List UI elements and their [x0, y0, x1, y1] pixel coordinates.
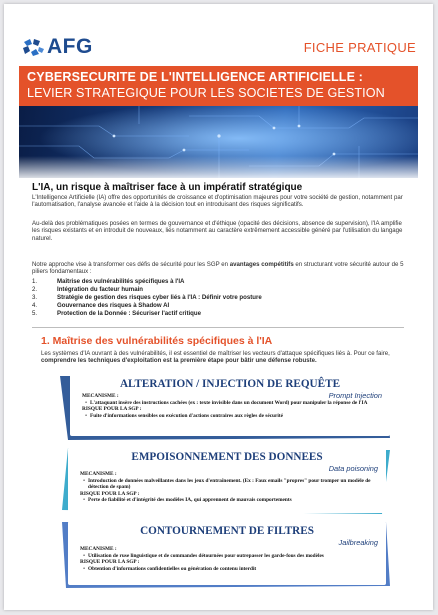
pillar-item: 2. Intégration du facteur humain — [32, 286, 143, 293]
card-1-title: ALTERATION / INJECTION DE REQUÊTE — [119, 378, 341, 390]
section-1-intro: Les systèmes d'IA ouvrant à des vulnérabilités, il est essentiel de maîtriser les vecteurs d'attaque spécifiques liés à. Pour ce faire, comprendre les techniques d'exploitation est la première étape pour bâtir une défense robuste. — [41, 350, 390, 365]
card-data-poisoning — [68, 447, 386, 513]
pillar-item: 4. Gouvernance des risques à Shadow AI — [32, 302, 170, 309]
card-3-subtitle: Jailbreaking — [338, 538, 378, 547]
hero-image — [19, 106, 418, 178]
section-divider — [32, 327, 404, 328]
card-2-body: MECANISME : • Introduction de données malveillantes dans les jeux d'entraînement. (Ex : Faux emails "propres" pour tromper un modèle de détection de spam) RISQUE POUR LA SGP : • Perte de fiabilité et d'intégrité des modèles IA, qui apprennent de mauvais comportements — [80, 471, 371, 504]
intro-paragraph-2: Au-delà des problématiques posées en termes de gouvernance et d'éthique (opacité des décisions, absence de supervision), l'IA amplifie les risques existants et en introduit de nouveaux, liés notamment au caractère extrêmement accessible généré par l'utilisation du langage naturel. — [32, 220, 403, 242]
document-subtitle: LEVIER STRATEGIQUE POUR LES SOCIETES DE GESTION — [27, 86, 385, 100]
pillar-item: 5. Protection de la Donnée : Sécuriser l'actif critique — [32, 310, 202, 317]
card-3-body: MECANISME : • Utilisation de ruse linguistique et de commandes détournées pour outrepasser les garde-fous des modèles RISQUE POUR LA SGP : • Obtention d'informations confidentielles ou génération de contenu interdit — [80, 546, 324, 572]
fiche-pratique-label: FICHE PRATIQUE — [303, 40, 416, 55]
hero-circuit-graphic — [19, 106, 418, 178]
document-page — [4, 4, 433, 610]
card-1-subtitle: Prompt Injection — [328, 391, 382, 400]
card-1-body: MECANISME : • L'attaquant insère des instructions cachées (ex : texte invisible dans un document Word) pour manipuler la réponse de l'IA RISQUE POUR LA SGP : • Fuite d'informations sensibles ou exécution d'actions contraires aux règles de sécurité — [82, 393, 368, 419]
intro-paragraph-1: L'Intelligence Artificielle (IA) offre des opportunités de croissance et d'optimisation majeures pour votre société de gestion, notamment par l'automatisation, l'analyse avancée et l'aide à la décision tout en introduisant des risques significatifs. — [32, 194, 403, 209]
card-2-subtitle: Data poisoning — [328, 464, 378, 473]
title-banner — [19, 66, 418, 106]
section-1-heading: 1. Maîtrise des vulnérabilités spécifiques à l'IA — [41, 335, 273, 347]
afg-logo — [21, 37, 93, 57]
document-title: CYBERSECURITE DE L'INTELLIGENCE ARTIFICIELLE : — [27, 70, 363, 84]
card-3-title: CONTOURNEMENT DE FILTRES — [140, 525, 314, 537]
pillar-item: 3. Stratégie de gestion des risques cyber liés à l'IA : Définir votre posture — [32, 294, 262, 301]
card-prompt-injection — [70, 374, 390, 436]
intro-paragraph-3: Notre approche vise à transformer ces défis de sécurité pour les SGP en avantages compétitifs en structurant votre sécurité autour de 5 piliers fondamentaux : — [32, 261, 404, 276]
intro-heading: L'IA, un risque à maîtriser face à un impératif stratégique — [32, 182, 303, 193]
pillars-list — [32, 278, 412, 318]
card-2-title: EMPOISONNEMENT DES DONNEES — [131, 451, 323, 463]
pillar-item: 1. Maîtrise des vulnérabilités spécifiques à l'IA — [32, 278, 185, 285]
card-jailbreaking — [68, 521, 386, 585]
afg-logo-icon — [21, 37, 45, 57]
logo-text: AFG — [47, 35, 93, 58]
